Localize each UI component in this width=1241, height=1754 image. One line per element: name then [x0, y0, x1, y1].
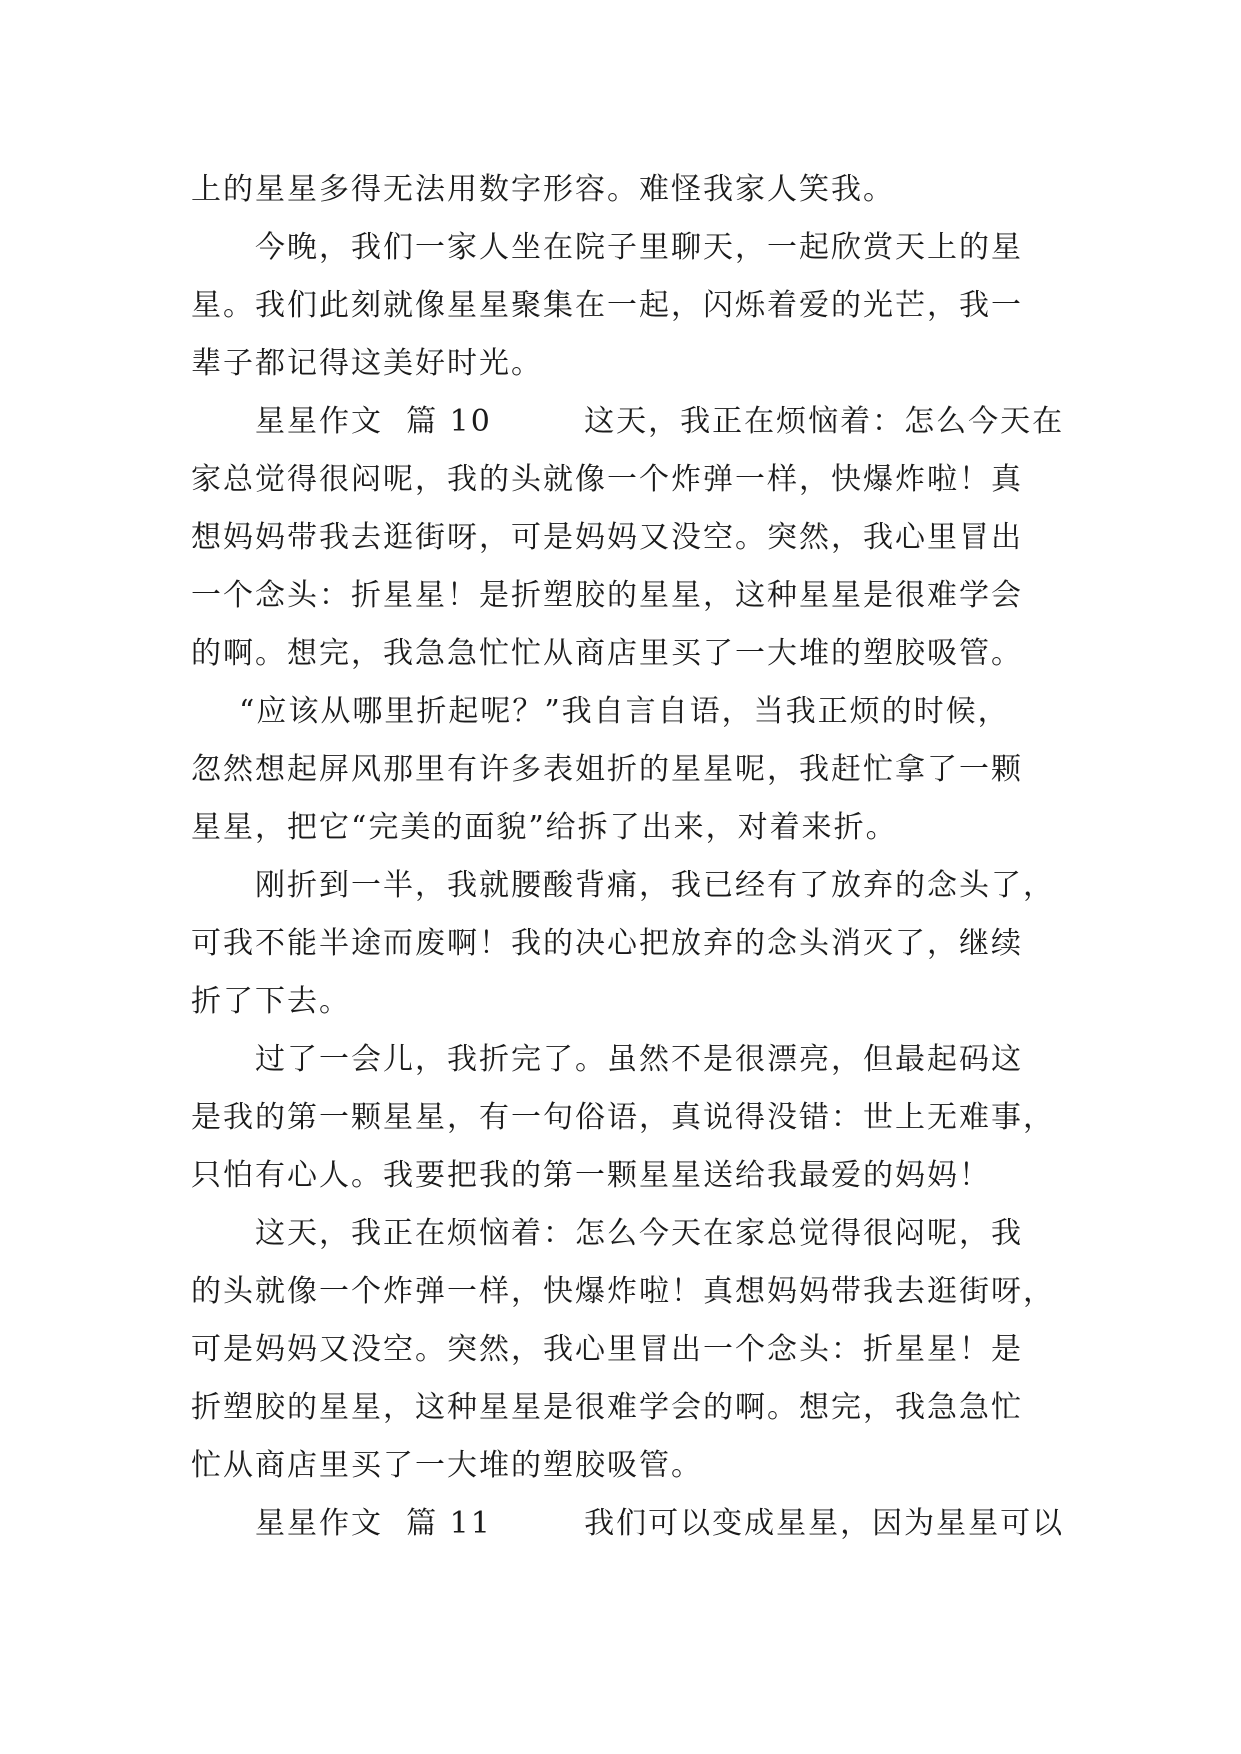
text-line: “应该从哪里折起呢？”我自言自语，当我正烦的时候，: [239, 694, 1010, 729]
text-line: 的头就像一个炸弹一样，快爆炸啦！真想妈妈带我去逛街呀，: [191, 1274, 1055, 1309]
text-line: 星星，把它“完美的面貌”给拆了出来，对着来折。: [191, 810, 898, 845]
text-line: 折了下去。: [191, 984, 351, 1019]
text-line: 想妈妈带我去逛街呀，可是妈妈又没空。突然，我心里冒出: [191, 520, 1023, 555]
text-line: 辈子都记得这美好时光。: [191, 346, 543, 381]
document-body: [191, 161, 1065, 1553]
text-line: 忙从商店里买了一大堆的塑胶吸管。: [191, 1448, 703, 1483]
text-line: 可是妈妈又没空。突然，我心里冒出一个念头：折星星！是: [191, 1332, 1023, 1367]
text-line: 是我的第一颗星星，有一句俗语，真说得没错：世上无难事，: [191, 1100, 1055, 1135]
text-line: 只怕有心人。我要把我的第一颗星星送给我最爱的妈妈！: [191, 1158, 991, 1193]
text-line: 忽然想起屏风那里有许多表姐折的星星呢，我赶忙拿了一颗: [191, 752, 1023, 787]
text-line: 这天，我正在烦恼着：怎么今天在家总觉得很闷呢，我: [255, 1216, 1023, 1251]
text-line: 过了一会儿，我折完了。虽然不是很漂亮，但最起码这: [255, 1042, 1023, 1077]
section-heading-line: 星星作文 篇 10 这天，我正在烦恼着：怎么今天在: [255, 404, 1065, 439]
text-line: 今晚，我们一家人坐在院子里聊天，一起欣赏天上的星: [255, 230, 1023, 265]
text-line: 的啊。想完，我急急忙忙从商店里买了一大堆的塑胶吸管。: [191, 636, 1023, 671]
text-line: 一个念头：折星星！是折塑胶的星星，这种星星是很难学会: [191, 578, 1023, 613]
text-line: 刚折到一半，我就腰酸背痛，我已经有了放弃的念头了，: [255, 868, 1055, 903]
text-line: 上的星星多得无法用数字形容。难怪我家人笑我。: [191, 172, 895, 207]
section-heading-line: 星星作文 篇 11 我们可以变成星星，因为星星可以: [255, 1506, 1065, 1541]
text-line: 折塑胶的星星，这种星星是很难学会的啊。想完，我急急忙: [191, 1390, 1023, 1425]
text-line: 星。我们此刻就像星星聚集在一起，闪烁着爱的光芒，我一: [191, 288, 1023, 323]
text-line: 可我不能半途而废啊！我的决心把放弃的念头消灭了，继续: [191, 926, 1023, 961]
text-line: 家总觉得很闷呢，我的头就像一个炸弹一样，快爆炸啦！真: [191, 462, 1023, 497]
